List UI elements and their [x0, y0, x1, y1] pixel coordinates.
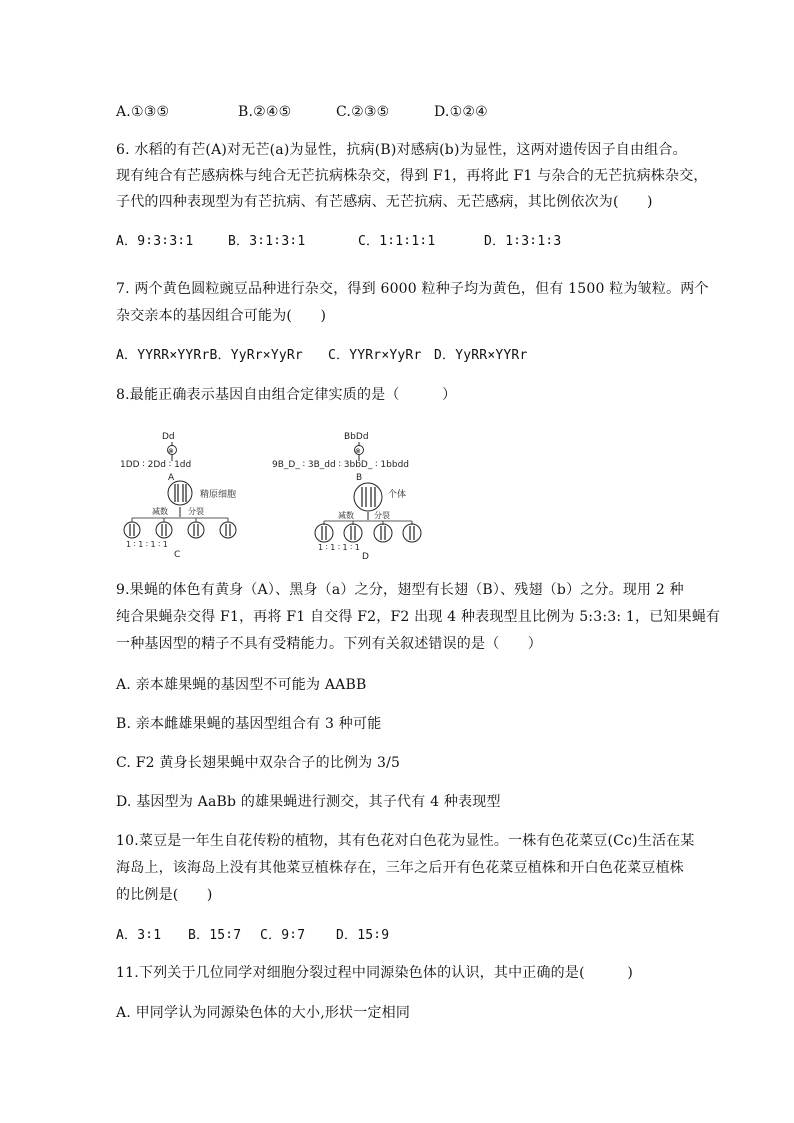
q8-figure — [112, 425, 452, 560]
fig-d-ratio: 1 ∶ 1 ∶ 1 ∶ 1 — [318, 543, 360, 552]
fig-c-division: 分裂 — [188, 507, 204, 516]
fig-c-gamete-3 — [188, 522, 204, 538]
fig-b-parent: BbDd — [344, 432, 369, 442]
q9-choice-c[interactable]: C. F2 黄身长翅果蝇中双杂合子的比例为 3/5 — [116, 755, 401, 771]
q5-options — [116, 102, 488, 122]
fig-c-gamete-4 — [220, 522, 236, 538]
fig-c-gamete-2 — [156, 522, 172, 538]
fig-d-individual — [354, 483, 382, 511]
fig-c-spermatogonium — [168, 481, 192, 505]
q10-option-a[interactable]: A．3∶1 — [116, 928, 162, 943]
fig-b-self-cross: ⊗ — [355, 447, 361, 455]
fig-a-parent: Dd — [162, 432, 175, 442]
q7-stem-line-1: 7. 两个黄色圆粒豌豆品种进行杂交，得到 6000 粒种子均为黄色，但有 1500 粒为皱粒。两个 — [116, 281, 709, 297]
q5-option-a[interactable]: A.①③⑤ — [116, 104, 170, 120]
fig-a-ratio: 1DD ∶ 2Dd ∶ 1dd — [120, 460, 192, 470]
q10-stem-line-3: 的比例是( ) — [116, 887, 213, 903]
q9-choice-b[interactable]: B. 亲本雌雄果蝇的基因型组合有 3 种可能 — [116, 716, 382, 732]
q6-stem-line-3: 子代的四种表现型为有芒抗病、有芒感病、无芒抗病、无芒感病，其比例依次为( ) — [116, 194, 653, 210]
fig-d-gamete-4 — [403, 524, 421, 542]
q10-stem-line-1: 10.菜豆是一年生自花传粉的植物，其有色花对白色花为显性。一株有色花菜豆(Cc)生活在某 — [116, 833, 695, 849]
fig-b-label: B — [356, 473, 363, 483]
q5-option-c[interactable]: C.②③⑤ — [336, 104, 390, 120]
q9-choice-d[interactable]: D. 基因型为 AaBb 的雄果蝇进行测交，其子代有 4 种表现型 — [116, 794, 501, 810]
q5-option-b[interactable]: B.②④⑤ — [238, 104, 292, 120]
fig-c-label: C — [174, 550, 181, 560]
q9-stem-line-2: 纯合果蝇杂交得 F1，再将 F1 自交得 F2，F2 出现 4 种表现型且比例为 5:3:3: 1，已知果蝇有 — [116, 609, 721, 625]
q6-stem-line-2: 现有纯合有芒感病株与纯合无芒抗病株杂交，得到 F1，再将此 F1 与杂合的无芒抗病株杂交， — [116, 168, 708, 184]
q10-options — [116, 926, 389, 946]
q10-option-c[interactable]: C．9∶7 — [260, 928, 306, 943]
q7-option-c[interactable]: C．YYRr×YyRr — [328, 348, 422, 363]
q7-options — [116, 346, 527, 366]
fig-c-ratio: 1 ∶ 1 ∶ 1 ∶ 1 — [126, 540, 168, 549]
q7-option-d[interactable]: D．YyRR×YYRr — [434, 348, 528, 363]
fig-d-gamete-1 — [315, 524, 333, 542]
q11-choice-a[interactable]: A. 甲同学认为同源染色体的大小,形状一定相同 — [116, 1005, 411, 1021]
q9-choice-a[interactable]: A. 亲本雄果蝇的基因型不可能为 AABB — [116, 677, 367, 693]
q10-option-b[interactable]: B．15∶7 — [188, 928, 242, 943]
q6-stem-line-1: 6. 水稻的有芒(A)对无芒(a)为显性，抗病(B)对感病(b)为显性，这两对遗传因子自由组合。 — [116, 142, 687, 158]
fig-c-meiosis: 减数 — [152, 507, 168, 516]
fig-d-label: D — [362, 552, 369, 560]
q7-stem-line-2: 杂交亲本的基因组合可能为( ) — [116, 308, 327, 324]
q6-option-b[interactable]: B．3∶1∶3∶1 — [228, 234, 306, 249]
fig-c-gamete-1 — [124, 522, 140, 538]
q6-option-a[interactable]: A．9∶3∶3∶1 — [116, 234, 194, 249]
q10-option-d[interactable]: D．15∶9 — [336, 928, 390, 943]
q5-option-d[interactable]: D.①②④ — [434, 104, 488, 120]
fig-d-division: 分裂 — [374, 511, 390, 520]
fig-b-ratio: 9B_D_ ∶ 3B_dd ∶ 3bbD_ ∶ 1bbdd — [272, 460, 410, 470]
fig-a-label: A — [168, 473, 175, 483]
fig-a-self-cross: ⊗ — [168, 447, 174, 455]
fig-d-meiosis: 减数 — [338, 511, 354, 520]
fig-d-cell-label: 个体 — [388, 490, 407, 500]
fig-d-gamete-2 — [344, 524, 362, 542]
q7-option-ab[interactable]: A．YYRR×YYRrB．YyRr×YyRr — [116, 348, 303, 363]
q9-stem-line-1: 9.果蝇的体色有黄身（A）、黑身（a）之分，翅型有长翅（B）、残翅（b）之分。现用 2 种 — [116, 582, 684, 598]
q6-option-d[interactable]: D．1∶3∶1∶3 — [484, 234, 562, 249]
q10-stem-line-2: 海岛上，该海岛上没有其他菜豆植株存在，三年之后开有色花菜豆植株和开白色花菜豆植株 — [116, 860, 684, 876]
q6-options — [116, 232, 561, 252]
q6-option-c[interactable]: C．1∶1∶1∶1 — [358, 234, 436, 249]
q8-stem: 8.最能正确表示基因自由组合定律实质的是（ ） — [116, 387, 457, 403]
q9-stem-line-3: 一种基因型的精子不具有受精能力。下列有关叙述错误的是（ ） — [116, 636, 542, 652]
fig-d-gamete-3 — [374, 524, 392, 542]
fig-c-cell-label: 精原细胞 — [200, 490, 237, 500]
q11-stem: 11.下列关于几位同学对细胞分裂过程中同源染色体的认识，其中正确的是( ) — [116, 965, 633, 981]
